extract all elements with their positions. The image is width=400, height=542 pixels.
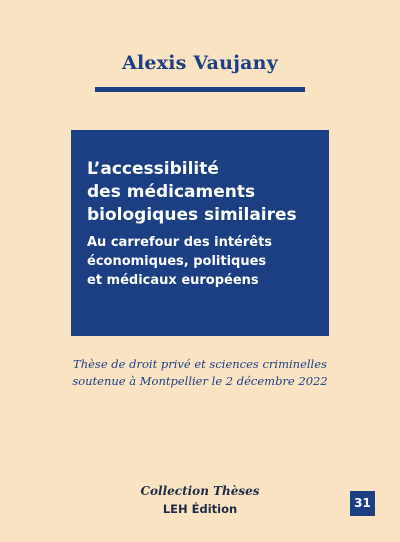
collection-number-badge: 31	[350, 491, 375, 516]
book-subtitle	[87, 233, 315, 290]
subtitle-line: et médicaux européens	[87, 273, 259, 288]
title-line: L’accessibilité	[87, 159, 219, 179]
subtitle-line: Au carrefour des intérêts	[87, 235, 273, 250]
collection-name: Collection Thèses	[140, 484, 260, 498]
author-name: Alexis Vaujany	[122, 52, 278, 74]
publisher-name: LEH Édition	[162, 502, 238, 516]
thesis-line: soutenue à Montpellier le 2 décembre 2022	[72, 374, 328, 388]
title-line: des médicaments	[87, 182, 256, 202]
book-title	[87, 158, 315, 227]
author-underline-rule	[95, 87, 305, 92]
title-line: biologiques similaires	[87, 205, 297, 225]
thesis-description	[0, 356, 400, 390]
subtitle-line: économiques, politiques	[87, 254, 267, 269]
thesis-line: Thèse de droit privé et sciences criminelles	[73, 357, 327, 371]
title-panel	[71, 130, 329, 336]
